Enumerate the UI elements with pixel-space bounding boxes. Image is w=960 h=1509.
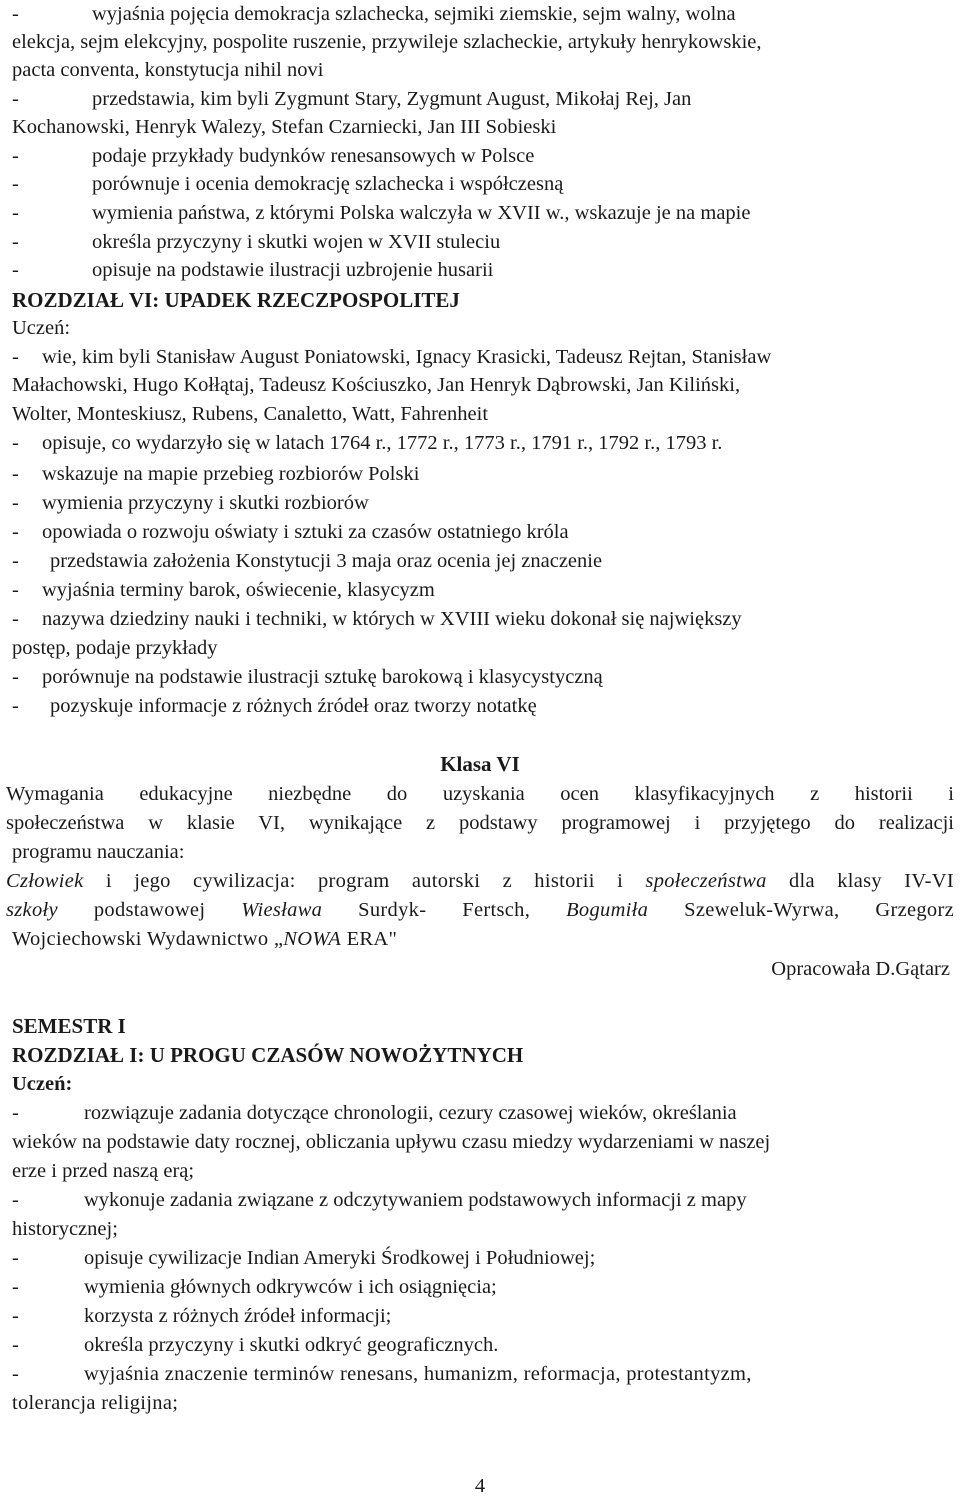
list-item-continuation: Kochanowski, Henryk Walezy, Stefan Czarniecki, Jan III Sobieski xyxy=(12,116,557,138)
list-item: - wymienia państwa, z którymi Polska walczyła w XVII w., wskazuje je na mapie xyxy=(12,202,751,224)
list-item: - wie, kim byli Stanisław August Poniatowski, Ignacy Krasicki, Tadeusz Rejtan, Stanisław xyxy=(12,346,772,368)
author-line: Opracowała D.Gątarz xyxy=(771,958,950,980)
list-item: - porównuje i ocenia demokrację szlachecka i współczesną xyxy=(12,173,564,195)
list-item: - przedstawia założenia Konstytucji 3 maja oraz ocenia jej znaczenie xyxy=(12,550,603,572)
intro-paragraph-line: Wymagania edukacyjne niezbędne do uzyskania ocen klasyfikacyjnych z historii i xyxy=(6,783,954,805)
list-item: - pozyskuje informacje z różnych źródeł oraz tworzy notatkę xyxy=(12,695,537,717)
list-item: - przedstawia, kim byli Zygmunt Stary, Zygmunt August, Mikołaj Rej, Jan xyxy=(12,88,692,110)
class-title: Klasa VI xyxy=(440,752,520,776)
list-item: - wykonuje zadania związane z odczytywaniem podstawowych informacji z mapy xyxy=(12,1189,747,1211)
intro-paragraph-line: programu nauczania: xyxy=(12,841,185,863)
program-citation: szkoły podstawowej Wiesława Surdyk- Fertsch, Bogumiła Szeweluk-Wyrwa, Grzegorz xyxy=(6,899,954,921)
list-item: - wymienia głównych odkrywców i ich osiągnięcia; xyxy=(12,1276,497,1298)
list-item-continuation: pacta conventa, konstytucja nihil novi xyxy=(12,59,324,81)
list-item-continuation: elekcja, sejm elekcyjny, pospolite ruszenie, przywileje szlacheckie, artykuły henrykowskie, xyxy=(12,31,762,53)
student-label: Uczeń: xyxy=(12,317,71,339)
bullet-dash: - xyxy=(12,3,19,25)
list-item: - korzysta z różnych źródeł informacji; xyxy=(12,1305,392,1327)
list-item-continuation: Małachowski, Hugo Kołłątaj, Tadeusz Kościuszko, Jan Henryk Dąbrowski, Jan Kiliński, xyxy=(12,374,741,396)
list-item: - określa przyczyny i skutki odkryć geograficznych. xyxy=(12,1334,499,1356)
intro-paragraph-line: społeczeństwa w klasie VI, wynikające z podstawy programowej i przyjętego do realizacji xyxy=(6,812,954,834)
program-citation: Człowiek i jego cywilizacja: program autorski z historii i społeczeństwa dla klasy IV-VI xyxy=(6,870,954,892)
list-item-continuation: tolerancja religijna; xyxy=(12,1392,179,1414)
list-item-continuation: Wolter, Monteskiusz, Rubens, Canaletto, Watt, Fahrenheit xyxy=(12,403,489,425)
page-number: 4 xyxy=(474,1475,486,1497)
list-item: - opisuje, co wydarzyło się w latach 1764 r., 1772 r., 1773 r., 1791 r., 1792 r., 1793 r. xyxy=(12,432,723,454)
list-item: - określa przyczyny i skutki wojen w XVII stuleciu xyxy=(12,231,501,253)
program-citation: Wojciechowski Wydawnictwo „NOWA ERA" xyxy=(12,928,398,950)
list-item: - podaje przykłady budynków renesansowych w Polsce xyxy=(12,145,535,167)
list-item-continuation: wieków na podstawie daty rocznej, obliczania upływu czasu miedzy wydarzeniami w naszej xyxy=(12,1131,771,1153)
list-item: - wyjaśnia terminy barok, oświecenie, klasycyzm xyxy=(12,579,435,601)
student-label: Uczeń: xyxy=(12,1073,73,1095)
list-item: - porównuje na podstawie ilustracji sztukę barokową i klasycystyczną xyxy=(12,666,603,688)
list-item: - opowiada o rozwoju oświaty i sztuki za czasów ostatniego króla xyxy=(12,521,569,543)
list-item-continuation: historycznej; xyxy=(12,1218,118,1240)
list-item: - opisuje na podstawie ilustracji uzbrojenie husarii xyxy=(12,259,494,281)
chapter-title: ROZDZIAŁ I: U PROGU CZASÓW NOWOŻYTNYCH xyxy=(12,1043,524,1067)
list-item-continuation: postęp, podaje przykłady xyxy=(12,637,218,659)
list-item: - opisuje cywilizacje Indian Ameryki Środkowej i Południowej; xyxy=(12,1247,596,1269)
list-item: - rozwiązuje zadania dotyczące chronologii, cezury czasowej wieków, określania xyxy=(12,1102,737,1124)
semester-title: SEMESTR I xyxy=(12,1014,126,1038)
list-item: - wyjaśnia znaczenie terminów renesans, humanizm, reformacja, protestantyzm, xyxy=(12,1363,752,1385)
chapter-title: ROZDZIAŁ VI: UPADEK RZECZPOSPOLITEJ xyxy=(12,288,460,312)
list-item-continuation: erze i przed naszą erą; xyxy=(12,1160,195,1182)
list-item: - wymienia przyczyny i skutki rozbiorów xyxy=(12,492,369,514)
list-item: - wyjaśnia pojęcia demokracja szlachecka, sejmiki ziemskie, sejm walny, wolna xyxy=(6,0,954,28)
list-item: - nazywa dziedziny nauki i techniki, w których w XVIII wieku dokonał się największy xyxy=(12,608,742,630)
list-item: - wskazuje na mapie przebieg rozbiorów Polski xyxy=(12,463,420,485)
